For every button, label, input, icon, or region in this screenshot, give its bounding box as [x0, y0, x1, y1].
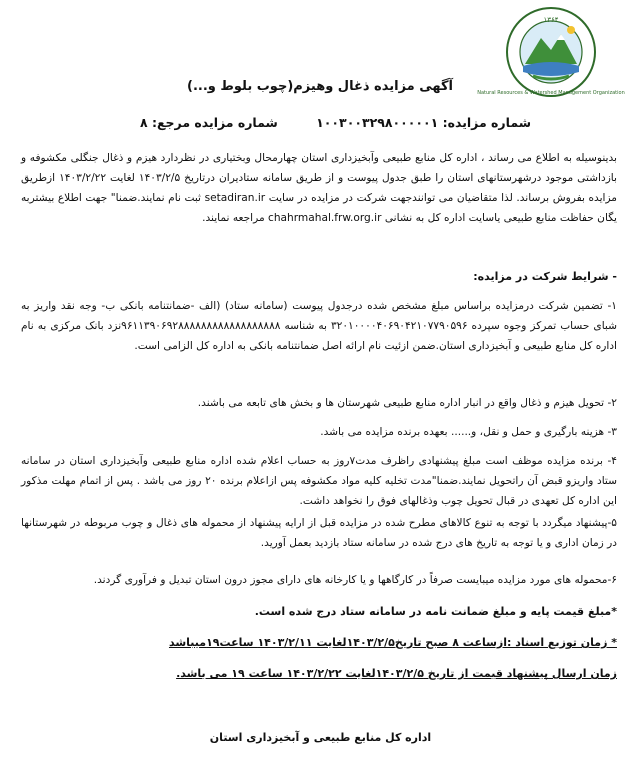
- condition-5: ۵-پیشنهاد میگردد با توجه به تنوع کالاهای مطرح شده در مزایده قبل از ارایه پیشنهاد از محموله های ذغال و چوب مربوطه در شهرستانها در زمان اداری و یا توجه به تاریخ های درج شده در سامانه ستاد بازدید بعمل آورید.: [21, 517, 617, 549]
- condition-1: ۱- تضمین شرکت درمزایده براساس مبلغ مشخص شده درجدول پیوست (سامانه ستاد) (الف -ضمانتنامه بانکی ب- وجه نقد واریز به شبای حساب تمرکز وجوه سپرده ۳۲۰۱۰۰۰۰۴۰۶۹۰۴۲۱۰۷۷۹۰۵۹۶ به شناسه ۹۶۱۱۳۹۰۶۹۲۸۸۸۸۸۸۸۸۸۸۸۸۸۸۸۸۸۸نزد بانک مرکزی به نام اداره کل منابع طبیعی و آبخیزداری استان.ضمن ازئیت نام ارائه اصل ضمانتنامه بانکی به اداره کل الزامی است.: [21, 300, 618, 352]
- conditions-heading: - شرایط شرکت در مزایده:: [473, 270, 617, 283]
- condition-4: ۴- برنده مزایده موظف است مبلغ پیشنهادی راظرف مدت۷روز به حساب اعلام شده اداره منابع طبیعی وآبخیزداری استان در سامانه ستاد واریزو قبض آن راتحویل نمایند.ضمنا"مدت تخلیه کلیه مواد مکشوفه پس ازاعلام برنده ۲۰ روز می باشد . پس از اتمام مهلت مذکور این اداره کل تعهدی در قبال تحویل چوب وذغالهای فوق را نخواهد داشت.: [21, 455, 617, 507]
- condition-3: ۳- هزینه بارگیری و حمل و نقل، و...... بعهده برنده مزایده می باشد.: [320, 426, 617, 438]
- intro-paragraph: بدینوسیله به اطلاع می رساند ، اداره کل منابع طبیعی وآبخیزداری استان چهارمحال وبختیاری در نظردارد هیزم و ذغال جنگلی مکشوفه و بازداشتی موجود درشهرستانهای استان را طبق جدول پیوست و از طریق سامانه ستادیران درتاریخ ۱۴۰۳/۲/۵ لغایت ۱۴۰۳/۲/۲۲ ازطریق مزایده بفروش برساند. لذا متقاضیان می توانندجهت شرکت در مزایده در سایت setadiran.ir ثبت نام نمایند.ضمنا" جهت اطلاع بیشتربه یگان حفاظت منابع طبیعی یاسایت اداره کل به نشانی chahrmahal.frw.org.ir مراجعه نمایند.: [21, 152, 617, 224]
- logo-year: ۱۳۶۴: [543, 16, 559, 24]
- reference-auction-number: شماره مزایده مرجع: ۸: [140, 115, 278, 130]
- base-price-note: *مبلغ قیمت پایه و مبلغ ضمانت نامه در سامانه ستاد درج شده است.: [254, 605, 617, 618]
- notice-title: آگهی مزایده ذغال وهیزم(چوب بلوط و...): [187, 79, 453, 94]
- organization-logo: [477, 6, 625, 98]
- condition-2: ۲- تحویل هیزم و ذغال واقع در انبار اداره منابع طبیعی شهرستان ها و بخش های تابعه می باشند.: [197, 397, 617, 409]
- auction-number: شماره مزایده: ۱۰۰۳۰۰۳۲۹۸۰۰۰۰۰۱: [316, 115, 531, 130]
- bid-submission-time: زمان ارسال پیشنهاد قیمت از تاریخ ۱۴۰۳/۲/۵لغایت ۱۴۰۳/۲/۲۲ ساعت ۱۹ می باشد.: [176, 667, 617, 680]
- logo-ring-text: Natural Resources & Watershed Management Organization: [477, 90, 625, 96]
- footer-signature: اداره کل منابع طبیعی و آبخیزداری استان: [209, 731, 432, 744]
- document-distribution-time: * زمان توزیع اسناد :ازساعت ۸ صبح تاریخ۱۴۰۳/۲/۵لغایت ۱۴۰۳/۲/۱۱ ساعت۱۹میباشد: [168, 636, 617, 649]
- condition-6: ۶-محموله های مورد مزایده میبایست صرفاً در کارگاهها و یا کارخانه های دارای مجوز درون استان تبدیل و فرآوری گردند.: [93, 574, 617, 586]
